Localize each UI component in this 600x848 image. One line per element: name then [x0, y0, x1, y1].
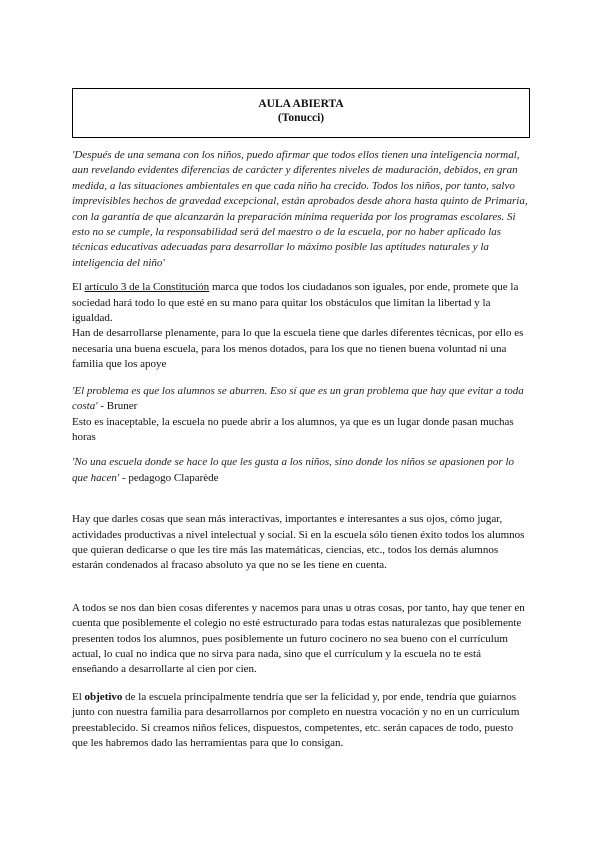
- document-subtitle: (Tonucci): [277, 112, 325, 124]
- paragraph-unacceptable: Esto es inaceptable, la escuela no puede abrir a los alumnos, ya que es un lugar donde pasan muchas horas: [72, 415, 514, 443]
- bruner-quote: [72, 384, 530, 415]
- tonucci-quote: 'Después de una semana con los niños, puedo afirmar que todos ellos tienen una inteligencia normal, aun revelando evidentes diferencias de carácter y diferentes niveles de maduración, debidos, en gran medida, a las situaciones ambientales en que cada niño ha crecido. Todos los niños, por tanto, salvo imprevisibles hechos de gravedad excepcional, están aprobados desde ahora hasta quinto de Primaria, con la garantía de que alcanzarán la preparación mínima requerida por los programas escolares. Si esto no se cumple, la responsabilidad será del maestro o de la escuela, por no haber aplicado las técnicas educativas adecuadas para desarrollar lo máximo posible las aptitudes naturales y la inteligencia del niño': [72, 149, 528, 269]
- bruner-quote-author: - Bruner: [97, 400, 138, 413]
- paragraph-objective-rest: de la escuela principalmente tendría que ser la felicidad y, por ende, tendría que guiarnos junto con nuestra familia para desarrollarnos por completo en nuestra vocación y no en un currículum preestablecido. Si creamos niños felices, dispuestos, competentes, etc. serán capaces de todo, puesto que les habremos dado las herramientas para que lo consigan.: [72, 690, 520, 749]
- document-page: [72, 88, 530, 751]
- claparede-quote: [72, 455, 530, 486]
- constitution-article-link[interactable]: artículo 3 de la Constitución: [84, 281, 210, 294]
- paragraph-constitution-intro: El: [72, 281, 85, 294]
- paragraph-objective: [72, 690, 530, 752]
- paragraph-constitution: [72, 280, 530, 326]
- paragraph-diversity: A todos se nos dan bien cosas diferentes y nacemos para unas u otras cosas, por tanto, hay que tener en cuenta que posiblemente el colegio no esté estructurado para todas estas naturalezas que posiblemente presenten todos los alumnos, pues posiblemente un futuro cocinero no sea bueno con el currículum actual, lo cual no indica que no sirva para nada, sino que el currículum y la escuela no te está enseñando a desarrollarte al cien por cien.: [72, 601, 525, 676]
- bruner-quote-text: 'El problema es que los alumnos se aburren. Eso sí que es un gran problema que hay que evitar a toda costa': [72, 384, 524, 413]
- paragraph-constitution-rest: marca que todos los ciudadanos son iguales, por ende, promete que la sociedad hará todo lo que esté en su mano para quitar los obstáculos que limitan la libertad y la igualdad.: [72, 281, 519, 325]
- title-box: [72, 88, 530, 138]
- paragraph-development: Han de desarrollarse plenamente, para lo que la escuela tiene que darles diferentes técnicas, por ello es necesaria una buena escuela, para los menos dotados, para los que no tienen buena voluntad ni una familia que los apoye: [72, 327, 524, 371]
- document-title: AULA ABIERTA: [258, 98, 344, 110]
- paragraph-objective-intro: El: [72, 690, 85, 703]
- objective-bold-word: objetivo: [84, 690, 123, 703]
- claparede-quote-author: - pedagogo Claparède: [119, 471, 219, 484]
- paragraph-interactive: Hay que darles cosas que sean más interactivas, importantes e interesantes a sus ojos, cómo jugar, actividades productivas a nivel intelectual y social. Si en la escuela sólo tienen éxito todos los alumnos que quieran dedicarse o que les tire más las matemáticas, ciencias, etc., todos los demás alumnos estarán condenados al fracaso absoluto ya que no se les tiene en cuenta.: [72, 513, 525, 572]
- claparede-quote-text: 'No una escuela donde se hace lo que les gusta a los niños, sino donde los niños se apasionen por lo que hacen': [72, 456, 515, 484]
